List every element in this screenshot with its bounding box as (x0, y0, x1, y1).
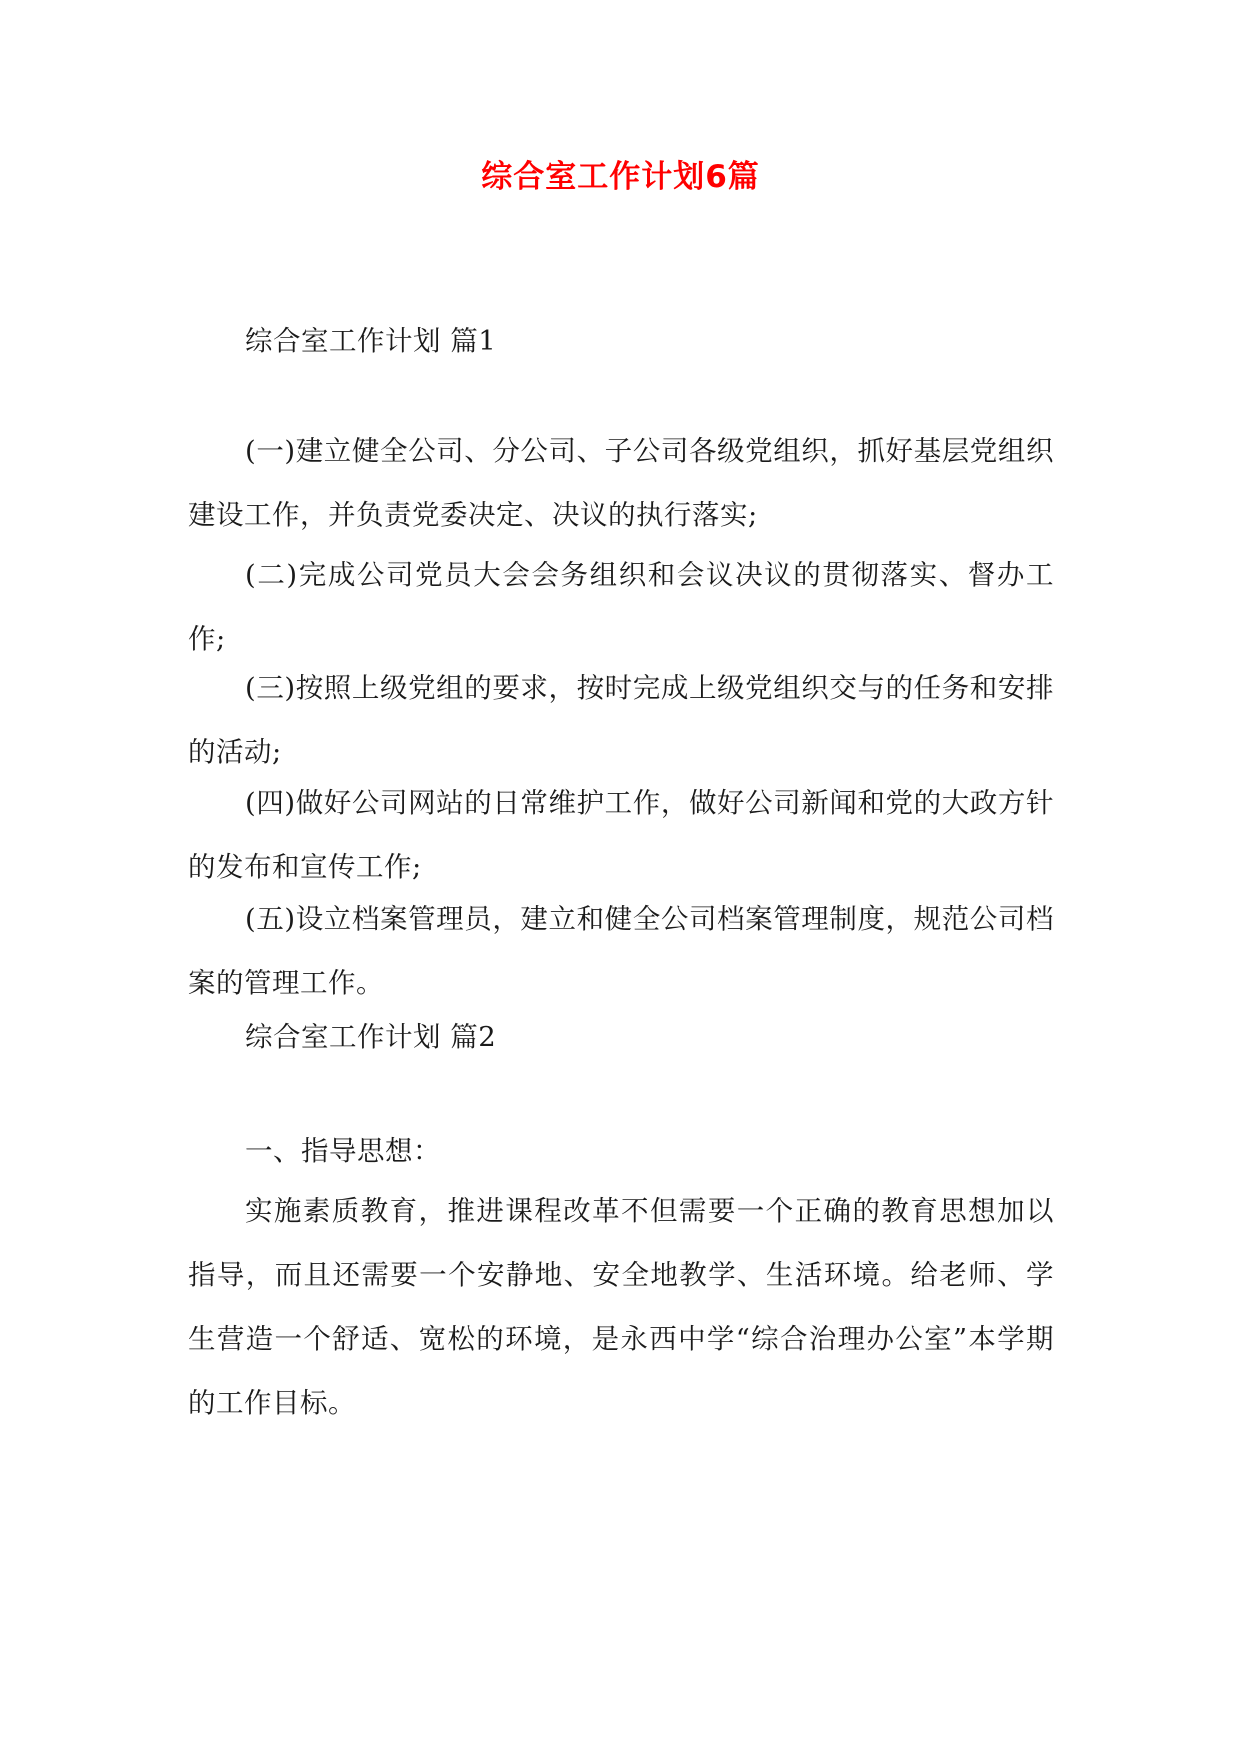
section-heading-1: 综合室工作计划 篇1 (245, 325, 497, 357)
paragraph-item-1: (一)建立健全公司、分公司、子公司各级党组织，抓好基层党组织建设工作，并负责党委决定、决议的执行落实; (188, 435, 1054, 531)
paragraph-item-3: (三)按照上级党组的要求，按时完成上级党组织交与的任务和安排的活动; (188, 672, 1054, 768)
paragraph-item-4: (四)做好公司网站的日常维护工作，做好公司新闻和党的大政方针的发布和宣传工作; (188, 787, 1054, 883)
paragraph-guiding-ideology: 实施素质教育，推进课程改革不但需要一个正确的教育思想加以指导，而且还需要一个安静地、安全地教学、生活环境。给老师、学生营造一个舒适、宽松的环境，是永西中学“综合治理办公室”本学期的工作目标。 (188, 1195, 1054, 1419)
paragraph-item-2: (二)完成公司党员大会会务组织和会议决议的贯彻落实、督办工作; (188, 559, 1054, 655)
paragraph-item-5: (五)设立档案管理员，建立和健全公司档案管理制度，规范公司档案的管理工作。 (188, 903, 1054, 999)
subheading-guiding-ideology: 一、指导思想： (245, 1135, 441, 1167)
document-title: 综合室工作计划6篇 (481, 159, 760, 195)
section-heading-2: 综合室工作计划 篇2 (245, 1021, 497, 1053)
